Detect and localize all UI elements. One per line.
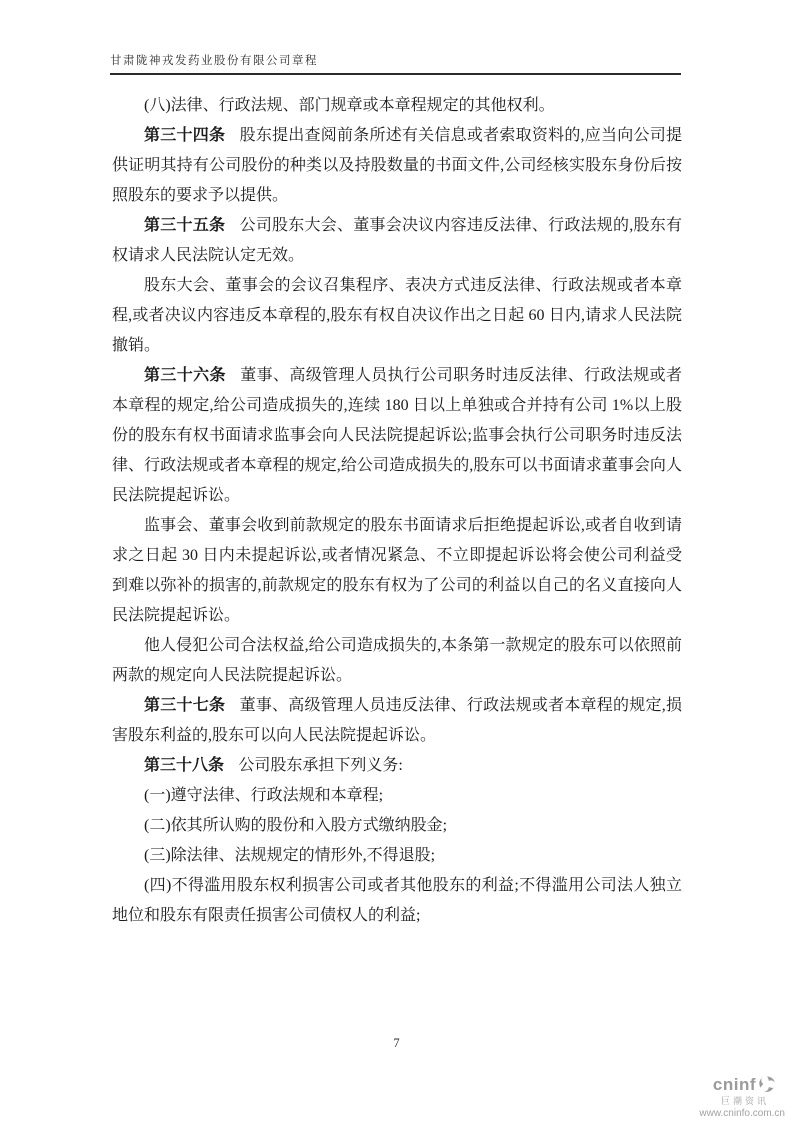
paragraph: [112, 91, 682, 121]
paragraph: [112, 781, 682, 811]
paragraph-text: (四)不得滥用股东权利损害公司或者其他股东的利益;不得滥用公司法人独立地位和股东有限责任损害公司债权人的利益;: [112, 877, 682, 924]
paragraph-text: 公司股东承担下列义务:: [238, 757, 403, 774]
paragraph-text: 他人侵犯公司合法权益,给公司造成损失的,本条第一款规定的股东可以依照前两款的规定向人民法院提起诉讼。: [112, 637, 682, 684]
paragraph-text: 董事、高级管理人员违反法律、行政法规或者本章程的规定,损害股东利益的,股东可以向人民法院提起诉讼。: [112, 697, 682, 744]
paragraph: [112, 811, 682, 841]
cninfo-brand-row: [713, 1074, 777, 1094]
paragraph-text: (三)除法律、法规规定的情形外,不得退股;: [144, 847, 436, 864]
article-number: 第三十八条: [144, 757, 225, 774]
page-number: 7: [393, 1036, 400, 1050]
cninfo-logo: [665, 1074, 785, 1119]
paragraph: [112, 511, 682, 631]
paragraph-text: (一)遵守法律、行政法规和本章程;: [144, 787, 384, 804]
cninfo-swirl-icon: [757, 1074, 777, 1094]
paragraph-text: 股东提出查阅前条所述有关信息或者索取资料的,应当向公司提供证明其持有公司股份的种类以及持股数量的书面文件,公司经核实股东身份后按照股东的要求予以提供。: [112, 127, 682, 204]
paragraph-text: (二)依其所认购的股份和入股方式缴纳股金;: [144, 817, 448, 834]
paragraph: [112, 871, 682, 931]
paragraph-text: (八)法律、行政法规、部门规章或本章程规定的其他权利。: [144, 97, 555, 114]
article-number: 第三十七条: [144, 697, 226, 714]
article-number: 第三十六条: [144, 367, 226, 384]
article-paragraph: [112, 121, 682, 211]
page-header: [110, 52, 681, 75]
cninfo-chinese-name: 巨潮资讯: [720, 1096, 769, 1106]
paragraph: [112, 271, 682, 361]
paragraph-text: 监事会、董事会收到前款规定的股东书面请求后拒绝提起诉讼,或者自收到请求之日起 30 日内未提起诉讼,或者情况紧急、不立即提起诉讼将会使公司利益受到难以弥补的损害的,前款规定的股东有权为了公司的利益以自己的名义直接向人民法院提起诉讼。: [112, 517, 682, 624]
article-paragraph: [112, 691, 682, 751]
cninfo-url: www.cninfo.com.cn: [699, 1108, 785, 1119]
paragraph: [112, 841, 682, 871]
paragraph-text: 董事、高级管理人员执行公司职务时违反法律、行政法规或者本章程的规定,给公司造成损失的,连续 180 日以上单独或合并持有公司 1%以上股份的股东有权书面请求监事会向人民法院提起诉讼;监事会执行公司职务时违反法律、行政法规或者本章程的规定,给公司造成损失的,股东可以书面请求董事会向人民法院提起诉讼。: [112, 367, 682, 504]
paragraph-text: 公司股东大会、董事会决议内容违反法律、行政法规的,股东有权请求人民法院认定无效。: [112, 217, 682, 264]
article-paragraph: [112, 211, 682, 271]
document-body: [112, 91, 682, 931]
article-paragraph: [112, 361, 682, 511]
paragraph-text: 股东大会、董事会的会议召集程序、表决方式违反法律、行政法规或者本章程,或者决议内容违反本章程的,股东有权自决议作出之日起 60 日内,请求人民法院撤销。: [112, 277, 682, 354]
cninfo-brand-text: cninf: [712, 1074, 756, 1094]
paragraph: [112, 631, 682, 691]
header-title: 甘肃陇神戎发药业股份有限公司章程: [110, 55, 318, 67]
article-number: 第三十五条: [144, 217, 226, 234]
article-paragraph: [112, 751, 682, 781]
article-number: 第三十四条: [144, 127, 226, 144]
